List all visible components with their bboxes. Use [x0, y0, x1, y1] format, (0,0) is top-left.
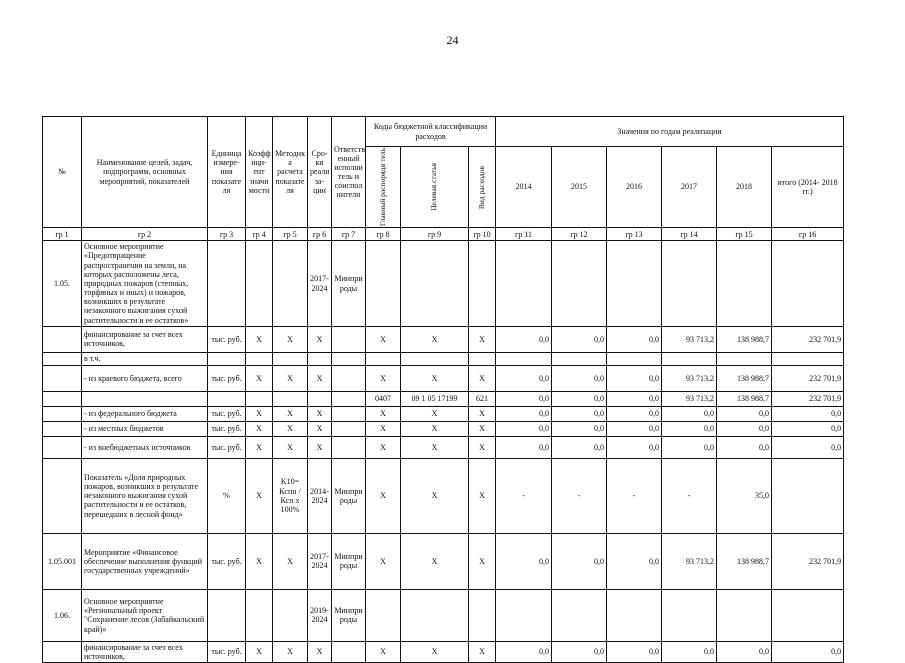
row-coef: X: [246, 326, 273, 352]
row-code-main: X: [366, 458, 401, 533]
row-code-type: X: [469, 458, 496, 533]
header-code-type: [469, 147, 496, 228]
table-row: [43, 458, 844, 533]
row-method: X: [273, 326, 308, 352]
row-value: 93 713,2: [662, 326, 717, 352]
row-num: [43, 406, 82, 421]
row-value: -: [552, 458, 607, 533]
row-code-main: X: [366, 436, 401, 458]
row-value-total: 0,0: [772, 406, 844, 421]
row-value: [607, 589, 662, 641]
row-code-type: X: [469, 326, 496, 352]
row-value: 0,0: [607, 391, 662, 406]
row-name: финансирование за счет всех источников,: [82, 326, 208, 352]
row-terms: X: [308, 326, 332, 352]
row-coef: X: [246, 533, 273, 589]
row-name: Показатель «Доля природных пожаров, возникших в результате незаконного выжигания сухой растительности и ее остатков, перешедших в лесной фонд»: [82, 458, 208, 533]
row-value: 0,0: [717, 436, 772, 458]
row-value: -: [496, 458, 552, 533]
row-num: [43, 436, 82, 458]
header-code-target: [401, 147, 469, 228]
row-num: 1.05.: [43, 241, 82, 327]
column-number: гр 9: [401, 228, 469, 241]
row-code-type: [469, 241, 496, 327]
header-values-group: Значения по годам реализации: [496, 117, 844, 147]
row-value: 0,0: [662, 641, 717, 662]
column-number: гр 15: [717, 228, 772, 241]
row-terms: X: [308, 365, 332, 391]
row-method: X: [273, 641, 308, 662]
row-name: Мероприятие «Финансовое обеспечение выполнения функций государственных учреждений»: [82, 533, 208, 589]
row-unit: тыс. руб.: [208, 365, 246, 391]
row-value: 93 713,2: [662, 533, 717, 589]
row-method: X: [273, 436, 308, 458]
row-code-target: X: [401, 326, 469, 352]
table-row: [43, 421, 844, 436]
row-value: 0,0: [717, 406, 772, 421]
row-terms: X: [308, 436, 332, 458]
row-responsible: [332, 365, 366, 391]
row-value-total: 0,0: [772, 641, 844, 662]
row-value: 35,0: [717, 458, 772, 533]
row-code-type: X: [469, 533, 496, 589]
row-responsible: Минпри роды: [332, 589, 366, 641]
header-code-main-text: Главный распоряди тель: [377, 148, 387, 227]
row-method: X: [273, 533, 308, 589]
row-unit: [208, 241, 246, 327]
row-value: 0,0: [552, 391, 607, 406]
row-num: [43, 391, 82, 406]
row-value: [607, 241, 662, 327]
row-code-target: X: [401, 458, 469, 533]
row-responsible: Минпри роды: [332, 458, 366, 533]
row-value: 0,0: [496, 641, 552, 662]
row-code-target: X: [401, 436, 469, 458]
table-row: [43, 406, 844, 421]
header-num: №: [43, 117, 82, 228]
row-value: [496, 241, 552, 327]
row-value: 0,0: [607, 326, 662, 352]
row-code-target: X: [401, 641, 469, 662]
row-code-type: X: [469, 421, 496, 436]
row-value: 138 988,7: [717, 326, 772, 352]
row-terms: [308, 352, 332, 365]
row-value-total: 232 701,9: [772, 365, 844, 391]
row-value-total: 232 701,9: [772, 533, 844, 589]
row-code-type: X: [469, 365, 496, 391]
row-name: финансирование за счет всех источников,: [82, 641, 208, 662]
row-coef: X: [246, 421, 273, 436]
column-number: гр 2: [82, 228, 208, 241]
row-responsible: [332, 406, 366, 421]
row-value: 0,0: [552, 326, 607, 352]
table-row: [43, 352, 844, 365]
row-value: [496, 589, 552, 641]
row-num: [43, 365, 82, 391]
row-method: K10= Кспн / Ксп x 100%: [273, 458, 308, 533]
row-value: [717, 589, 772, 641]
row-num: 1.05.001: [43, 533, 82, 589]
row-value: 0,0: [607, 641, 662, 662]
row-unit: [208, 352, 246, 365]
header-year: 2018: [717, 147, 772, 228]
row-unit: %: [208, 458, 246, 533]
row-code-type: [469, 352, 496, 365]
header-coef: Коэфф ици- ент значи мости: [246, 117, 273, 228]
row-value: 93 713,2: [662, 365, 717, 391]
row-value: 0,0: [496, 421, 552, 436]
row-code-target: X: [401, 406, 469, 421]
row-value: 0,0: [607, 421, 662, 436]
row-value: 0,0: [496, 533, 552, 589]
row-code-main: X: [366, 326, 401, 352]
row-value: 0,0: [717, 641, 772, 662]
row-code-target: [401, 589, 469, 641]
row-value: [662, 352, 717, 365]
header-codes-group: Коды бюджетной классификации расходов: [366, 117, 496, 147]
row-coef: [246, 391, 273, 406]
row-value: 0,0: [662, 406, 717, 421]
column-number: гр 1: [43, 228, 82, 241]
row-coef: [246, 241, 273, 327]
row-unit: [208, 589, 246, 641]
row-value: [552, 241, 607, 327]
header-method: Методик а расчета показате ля: [273, 117, 308, 228]
column-number: гр 11: [496, 228, 552, 241]
row-value: [607, 352, 662, 365]
column-number: гр 14: [662, 228, 717, 241]
row-coef: X: [246, 406, 273, 421]
row-coef: X: [246, 458, 273, 533]
header-responsible: Ответств енный исполни тель и соиспол нители: [332, 117, 366, 228]
row-num: [43, 326, 82, 352]
table-row: [43, 436, 844, 458]
row-responsible: [332, 391, 366, 406]
table-row: [43, 533, 844, 589]
header-year: 2015: [552, 147, 607, 228]
row-code-main: [366, 352, 401, 365]
table-row: [43, 241, 844, 327]
row-value-total: [772, 352, 844, 365]
row-responsible: [332, 641, 366, 662]
row-value: -: [662, 458, 717, 533]
row-name: [82, 391, 208, 406]
row-value: 0,0: [607, 365, 662, 391]
row-num: 1.06.: [43, 589, 82, 641]
row-value: 0,0: [662, 421, 717, 436]
row-coef: [246, 352, 273, 365]
row-value-total: [772, 589, 844, 641]
row-method: [273, 391, 308, 406]
row-name: - из внебюджетных источников: [82, 436, 208, 458]
row-code-main: X: [366, 365, 401, 391]
row-responsible: [332, 326, 366, 352]
row-code-target: X: [401, 421, 469, 436]
row-responsible: [332, 352, 366, 365]
header-code-target-text: Целевая статья: [429, 163, 439, 212]
row-num: [43, 641, 82, 662]
header-terms: Сро- ки реали за- ции: [308, 117, 332, 228]
row-num: [43, 421, 82, 436]
row-coef: X: [246, 641, 273, 662]
row-unit: тыс. руб.: [208, 421, 246, 436]
row-value-total: [772, 458, 844, 533]
column-number: гр 13: [607, 228, 662, 241]
row-method: X: [273, 406, 308, 421]
row-responsible: Минпри роды: [332, 533, 366, 589]
row-value: 0,0: [552, 436, 607, 458]
row-value: 0,0: [496, 406, 552, 421]
row-value: -: [607, 458, 662, 533]
column-number: гр 10: [469, 228, 496, 241]
row-value: 0,0: [607, 436, 662, 458]
row-code-main: 0407: [366, 391, 401, 406]
row-value-total: 0,0: [772, 421, 844, 436]
row-value: [496, 352, 552, 365]
column-number: гр 5: [273, 228, 308, 241]
row-terms: [308, 391, 332, 406]
header-year: 2017: [662, 147, 717, 228]
row-responsible: [332, 421, 366, 436]
row-terms: 2019- 2024: [308, 589, 332, 641]
row-value: 138 988,7: [717, 391, 772, 406]
row-value: 93 713,2: [662, 391, 717, 406]
header-code-main: [366, 147, 401, 228]
row-code-type: X: [469, 641, 496, 662]
column-number: гр 3: [208, 228, 246, 241]
row-terms: 2017- 2024: [308, 241, 332, 327]
header-year: 2014: [496, 147, 552, 228]
row-value-total: 232 701,9: [772, 326, 844, 352]
column-number: гр 8: [366, 228, 401, 241]
row-method: [273, 241, 308, 327]
row-value: 0,0: [607, 406, 662, 421]
header-name: Наименование целей, задач, подпрограмм, основных мероприятий, показателей: [82, 117, 208, 228]
row-unit: [208, 391, 246, 406]
row-code-main: [366, 589, 401, 641]
header-year-total: итого (2014- 2018 гг.): [772, 147, 844, 228]
row-code-target: 09 1 05 17199: [401, 391, 469, 406]
row-method: [273, 352, 308, 365]
row-value: 0,0: [496, 391, 552, 406]
row-value: 0,0: [662, 436, 717, 458]
row-code-type: X: [469, 406, 496, 421]
row-num: [43, 352, 82, 365]
budget-table: [42, 116, 844, 663]
row-value: 0,0: [496, 436, 552, 458]
row-terms: X: [308, 421, 332, 436]
row-value-total: [772, 241, 844, 327]
row-name: Основное мероприятие «Региональный проект "Сохранение лесов (Забайкальский край)»: [82, 589, 208, 641]
row-unit: тыс. руб.: [208, 406, 246, 421]
row-value-total: 0,0: [772, 436, 844, 458]
row-terms: X: [308, 641, 332, 662]
row-coef: X: [246, 436, 273, 458]
row-value: [662, 589, 717, 641]
row-value: 138 988,7: [717, 533, 772, 589]
row-name: - из федерального бюджета: [82, 406, 208, 421]
row-value: 0,0: [717, 421, 772, 436]
row-value: 0,0: [552, 421, 607, 436]
row-responsible: [332, 436, 366, 458]
row-code-main: X: [366, 641, 401, 662]
row-value-total: 232 701,9: [772, 391, 844, 406]
row-code-target: [401, 352, 469, 365]
row-method: [273, 589, 308, 641]
row-value: [662, 241, 717, 327]
row-code-target: [401, 241, 469, 327]
table-row: [43, 391, 844, 406]
row-value: 0,0: [552, 406, 607, 421]
row-code-main: [366, 241, 401, 327]
header-unit: Единица измере- ния показате ля: [208, 117, 246, 228]
row-code-main: X: [366, 533, 401, 589]
row-unit: тыс. руб.: [208, 326, 246, 352]
table-row: [43, 641, 844, 662]
row-coef: [246, 589, 273, 641]
row-name: - из краевого бюджета, всего: [82, 365, 208, 391]
row-value: [552, 352, 607, 365]
column-number: гр 4: [246, 228, 273, 241]
row-code-target: X: [401, 533, 469, 589]
column-numbers-row: [43, 228, 844, 241]
row-terms: 2014- 2024: [308, 458, 332, 533]
row-value: 0,0: [496, 365, 552, 391]
row-value: 0,0: [496, 326, 552, 352]
row-code-type: X: [469, 436, 496, 458]
row-name: Основное мероприятие «Предотвращение распространения на земли, на которых расположены леса, природных пожаров (степных, торфяных и иных) и пожаров, возникших в результате незаконного выжигания сухой растительности и ее остатков»: [82, 241, 208, 327]
row-code-main: X: [366, 421, 401, 436]
column-number: гр 16: [772, 228, 844, 241]
row-code-type: 621: [469, 391, 496, 406]
row-name: - из местных бюджетов: [82, 421, 208, 436]
row-unit: тыс. руб.: [208, 641, 246, 662]
page-number: 24: [446, 33, 459, 47]
row-code-target: X: [401, 365, 469, 391]
row-unit: тыс. руб.: [208, 533, 246, 589]
row-value: [717, 352, 772, 365]
row-unit: тыс. руб.: [208, 436, 246, 458]
row-value: 138 988,7: [717, 365, 772, 391]
row-responsible: Минпри роды: [332, 241, 366, 327]
column-number: гр 6: [308, 228, 332, 241]
row-value: 0,0: [552, 533, 607, 589]
row-code-main: X: [366, 406, 401, 421]
header-year: 2016: [607, 147, 662, 228]
row-terms: X: [308, 406, 332, 421]
row-coef: X: [246, 365, 273, 391]
row-value: [552, 589, 607, 641]
row-value: 0,0: [552, 365, 607, 391]
row-terms: 2017- 2024: [308, 533, 332, 589]
row-value: 0,0: [552, 641, 607, 662]
row-value: 0,0: [607, 533, 662, 589]
row-name: в т.ч.: [82, 352, 208, 365]
header-code-type-text: Вид расходов: [476, 165, 486, 209]
table-row: [43, 589, 844, 641]
column-number: гр 12: [552, 228, 607, 241]
table-row: [43, 365, 844, 391]
row-num: [43, 458, 82, 533]
row-code-type: [469, 589, 496, 641]
row-value: [717, 241, 772, 327]
row-method: X: [273, 421, 308, 436]
column-number: гр 7: [332, 228, 366, 241]
table-row: [43, 326, 844, 352]
row-method: X: [273, 365, 308, 391]
